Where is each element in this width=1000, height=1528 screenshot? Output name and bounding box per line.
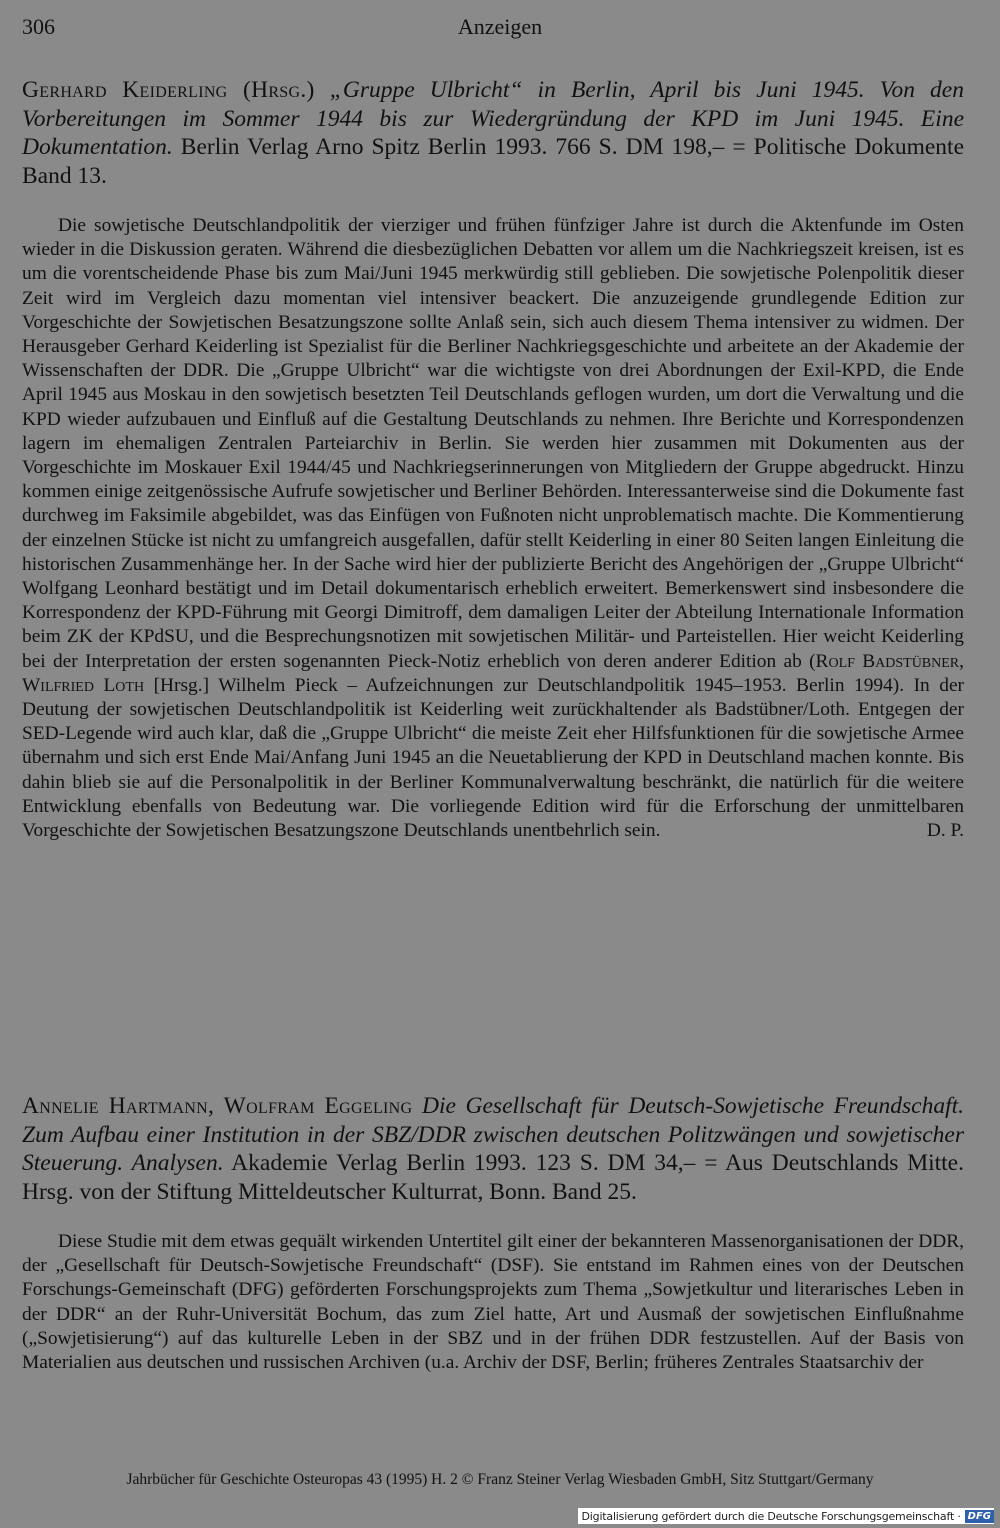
page-number: 306: [22, 14, 55, 39]
running-title: Anzeigen: [457, 14, 543, 39]
dfg-logo-icon: DFG: [965, 1510, 994, 1523]
review-entry-1: [22, 76, 964, 843]
citation-author: Annelie Hartmann, Wolfram Eggeling: [22, 1093, 413, 1119]
citation-2: [22, 1092, 964, 1206]
citation-author: Gerhard Keiderling (Hrsg.): [22, 77, 315, 103]
digitization-stamp: [578, 1508, 994, 1524]
stamp-text: Digitalisierung gefördert durch die Deutsche Forschungsgemeinschaft ·: [581, 1509, 961, 1523]
citation-title: Die Gesellschaft für Deutsch-Sowjetische Freundschaft. Zum Aufbau einer Institution in der SBZ/DDR zwischen deutschen Politzwängen und sowjetischer Steuerung. Analysen.: [22, 1093, 965, 1176]
review-text-1: [22, 214, 964, 843]
review-text-2: Diese Studie mit dem etwas gequält wirkenden Untertitel gilt einer der bekannteren Massenorganisationen der DDR, der „Gesellschaft für Deutsch-Sowjetische Freundschaft“ (DSF). Sie entstand im Rahmen eines von der Deutschen Forschungs-Gemeinschaft (DFG) geförderten Forschungsprojekts zum Thema „Sowjetkultur und literarisches Leben in der DDR“ an der Ruhr-Universität Bochum, das zum Ziel hatte, Art und Ausmaß der sowjetischen Einflußnahme („Sowjetisierung“) auf das kulturelle Leben in der SBZ und in der frühen DDR festzustellen. Auf der Basis von Materialien aus deutschen und russischen Archiven (u.a. Archiv der DSF, Berlin; früheres Zentrales Staatsarchiv der: [22, 1231, 964, 1374]
citation-title: „Gruppe Ulbricht“ in Berlin, April bis Juni 1945. Von den Vorbereitungen im Sommer 1944 bis zur Wiedergründung der KPD im Juni 1945. Eine Dokumentation.: [22, 77, 964, 160]
review-cited-authors: Rolf Badstübner, Wilfried Loth: [22, 650, 964, 696]
review-text-part: Die sowjetische Deutschlandpolitik der vierziger und frühen fünfziger Jahre ist durch die Aktenfunde im Osten wieder in die Diskussion geraten. Während die diesbezüglichen Debatten vor allem um die Nachkriegszeit kreisen, ist es um die vorentscheidende Phase bis zum Mai/Juni 1945 merkwürdig still geblieben. Die sowjetische Polenpolitik dieser Zeit wird im Vergleich dazu momentan viel intensiver beackert. Die anzuzeigende grundlegende Edition zur Vorgeschichte der Sowjetischen Besatzungszone sollte Anlaß sein, sich auch diesem Thema intensiver zu widmen. Der Herausgeber Gerhard Keiderling ist Spezialist für die Berliner Nachkriegsgeschichte und arbeitete an der Akademie der Wissenschaften der DDR. Die „Gruppe Ulbricht“ war die wichtigste von drei Abordnungen der Exil-KPD, die Ende April 1945 aus Moskau in den sowjetisch besetzten Teil Deutschlands geflogen wurden, um dort die Verwaltung und die KPD wieder aufzubauen und Einfluß auf die Gestaltung Deutschlands zu nehmen. Ihre Berichte und Korrespondenzen lagern im ehemaligen Zentralen Parteiarchiv in Berlin. Sie werden hier zusammen mit Dokumenten aus der Vorgeschichte im Moskauer Exil 1944/45 und Nachkriegserinnerungen von Mitgliedern der Gruppe abgedruckt. Hinzu kommen einige zeitgenössische Aufrufe sowjetischer und Berliner Behörden. Interessanterweise sind die Dokumente fast durchweg im Faksimile abgebildet, was das Einfügen von Fußnoten nicht unproblematisch machte. Die Kommentierung der einzelnen Stücke ist nicht zu umfangreich ausgefallen, dafür stellt Keiderling in einer 80 Seiten langen Einleitung die historischen Zusammenhänge her. In der Sache wird hier der publizierte Bericht des Angehörigen der „Gruppe Ulbricht“ Wolfgang Leonhard bestätigt und im Detail dokumentarisch erheblich erweitert. Bemerkenswert sind insbesondere die Korrespondenz der KPD-Führung mit Georgi Dimitroff, dem damaligen Leiter der Abteilung Internationale Information beim ZK der KPdSU, und die Besprechungsnotizen mit sowjetischen Militär- und Parteistellen. Hier weicht Keiderling bei der Interpretation der ersten sogenannten Pieck-Notiz erheblich von deren anderer Edition ab (: [22, 215, 964, 672]
citation-publication: Akademie Verlag Berlin 1993. 123 S. DM 34,– = Aus Deutschlands Mitte. Hrsg. von der Stiftung Mitteldeutscher Kulturrat, Bonn. Band 25.: [22, 1150, 964, 1205]
review-entry-2: [22, 1092, 964, 1375]
page-header: [22, 14, 978, 44]
reviewer-initials: D. P.: [926, 820, 964, 842]
review-text-part: [Hrsg.] Wilhelm Pieck – Aufzeichnungen zur Deutschlandpolitik 1945–1953. Berlin 1994). In der Deutung der sowjetischen Deutschlandpolitik ist Keiderling weit zurückhaltender als Badstübner/Loth. Entgegen der SED-Legende wird auch klar, daß die „Gruppe Ulbricht“ die meiste Zeit eher Hilfsfunktionen für die sowjetische Armee übernahm und sich erst Ende Mai/Anfang Juni 1945 an die Neuetablierung der KPD in Deutschland machen konnte. Bis dahin blieb sie auf die Personalpolitik in der Berliner Kommunalverwaltung beschränkt, die natürlich für die weitere Entwicklung ebenfalls von Bedeutung war. Die vorliegende Edition wird für die Erforschung der unmittelbaren Vorgeschichte der Sowjetischen Besatzungszone Deutschlands unentbehrlich sein.: [22, 674, 965, 842]
citation-1: [22, 76, 964, 190]
citation-publication: Berlin Verlag Arno Spitz Berlin 1993. 766 S. DM 198,– = Politische Dokumente Band 13.: [22, 134, 964, 189]
page-footer: Jahrbücher für Geschichte Osteuropas 43 (1995) H. 2 © Franz Steiner Verlag Wiesbaden GmbH, Sitz Stuttgart/Germany: [126, 1471, 874, 1488]
